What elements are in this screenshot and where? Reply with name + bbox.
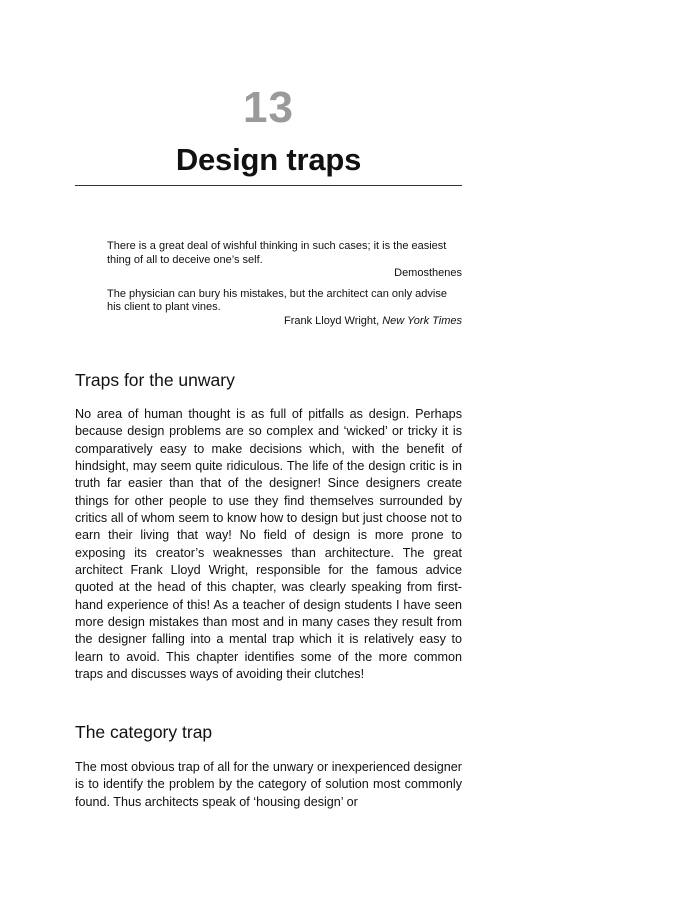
epigraph-text: The physician can bury his mistakes, but the architect can only advise his client to plant vines.: [107, 287, 447, 313]
section-heading-category-trap: The category trap: [75, 722, 213, 742]
epigraph-2: [107, 288, 462, 329]
title-divider: [75, 185, 462, 186]
epigraph-publication: New York Times: [382, 314, 462, 327]
epigraph-text: There is a great deal of wishful thinking in such cases; it is the easiest thing of all to deceive one’s self.: [107, 240, 447, 266]
section-body-category-trap: The most obvious trap of all for the unwary or inexperienced designer is to identify the problem by the category of solution most commonly found. Thus architects speak of ‘housing design’ or: [75, 760, 462, 809]
section-heading-traps-for-the-unwary: Traps for the unwary: [75, 370, 235, 390]
epigraph-author: Demosthenes: [394, 267, 462, 279]
epigraph-source: [107, 315, 462, 329]
chapter-number: 13: [243, 83, 294, 132]
chapter-title: Design traps: [175, 142, 362, 177]
epigraph-1: [107, 240, 462, 281]
section-body-traps-for-the-unwary: No area of human thought is as full of pitfalls as design. Perhaps because design problems are so complex and ‘wicked’ or tricky it is comparatively easy to make decisions which, with the benefit of hindsight, may seem quite ridiculous. The life of the design critic is in truth far easier than that of the designer! Since designers create things for other people to use they find themselves surrounded by critics all of whom seem to know how to design but just choose not to earn their living that way! No field of design is more prone to exposing its creator’s weaknesses than architecture. The great architect Frank Lloyd Wright, responsible for the famous advice quoted at the head of this chapter, was clearly speaking from first-hand experience of this! As a teacher of design students I have seen more design mistakes than most and in many cases they result from the designer falling into a mental trap which it is relatively easy to learn to avoid. This chapter identifies some of the more common traps and discusses ways of avoiding their clutches!: [75, 407, 462, 682]
epigraph-author: Frank Lloyd Wright,: [283, 314, 383, 327]
epigraphs: [107, 240, 462, 335]
epigraph-source: [107, 267, 462, 281]
